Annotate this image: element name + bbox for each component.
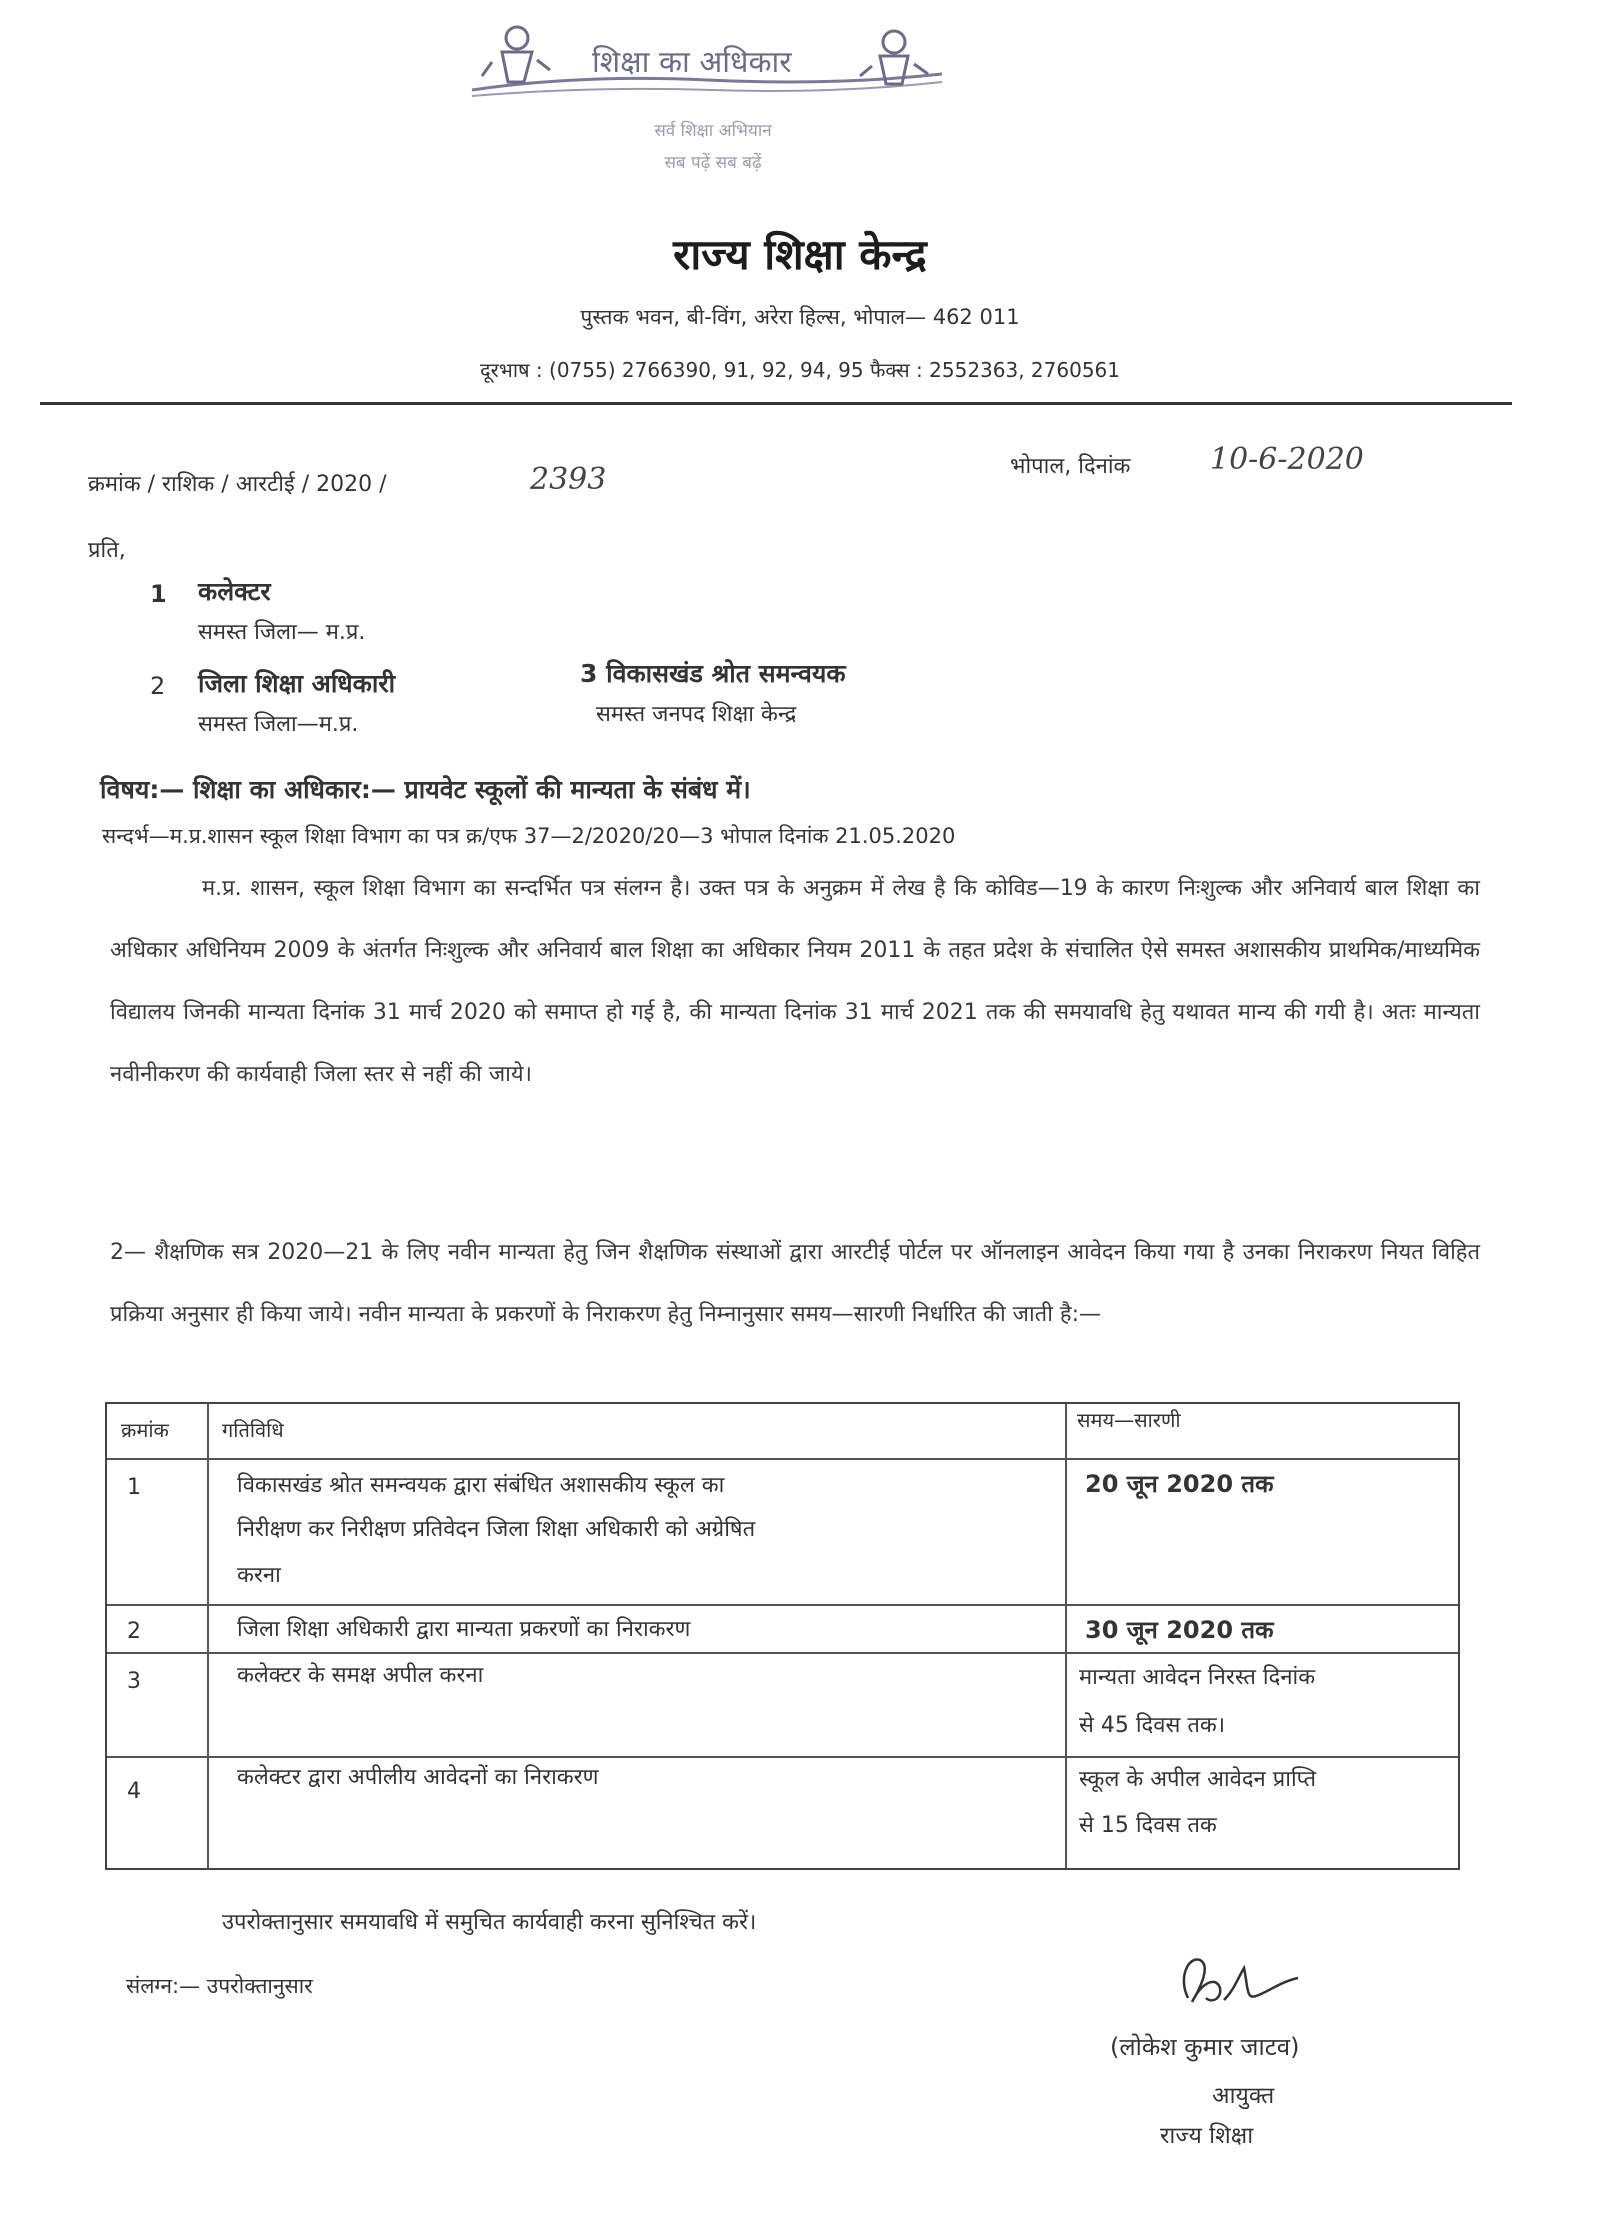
table-col-divider xyxy=(1065,1404,1067,1868)
to-label: प्रति, xyxy=(88,538,126,563)
table-row-divider xyxy=(107,1458,1458,1460)
table-row-4-schedule-line2: से 15 दिवस तक xyxy=(1079,1813,1217,1838)
table-row-1-num: 1 xyxy=(127,1475,141,1500)
place-date-label: भोपाल, दिनांक xyxy=(1010,454,1131,479)
table-row-2-num: 2 xyxy=(127,1619,141,1644)
letter-number-handwritten: 2393 xyxy=(530,462,607,497)
signatory-designation: आयुक्त xyxy=(1212,2083,1275,2109)
signatory-name: (लोकेश कुमार जाटव) xyxy=(1110,2033,1300,2061)
body-paragraph-2-text: 2— शैक्षणिक सत्र 2020—21 के लिए नवीन मान्यता हेतु जिन शैक्षणिक संस्थाओं द्वारा आरटीई पोर्टल पर ऑनलाइन आवेदन किया गया है उनका निराकरण नियत विहित प्रक्रिया अनुसार ही किया जाये। नवीन मान्यता के प्रकरणों के निराकरण हेतु निम्नानुसार समय—सारणी निर्धारित की जाती है:— xyxy=(110,1240,1480,1327)
table-header-schedule: समय—सारणी xyxy=(1077,1408,1181,1432)
table-row-3-schedule-line2: से 45 दिवस तक। xyxy=(1079,1713,1226,1738)
table-row-2-schedule: 30 जून 2020 तक xyxy=(1085,1616,1274,1644)
table-row-3-activity: कलेक्टर के समक्ष अपील करना xyxy=(237,1663,484,1688)
recipient-3-title: 3 विकासखंड श्रोत समन्वयक xyxy=(580,659,846,688)
table-row-4-activity: कलेक्टर द्वारा अपीलीय आवेदनों का निराकरण xyxy=(237,1765,599,1790)
body-paragraph-2 xyxy=(110,1222,1480,1346)
table-header-activity: गतिविधि xyxy=(222,1418,284,1442)
signature-scribble-icon xyxy=(1168,1948,1308,2018)
table-header-serial: क्रमांक xyxy=(121,1418,169,1442)
org-phone: दूरभाष : (0755) 2766390, 91, 92, 94, 95 फैक्स : 2552363, 2760561 xyxy=(479,358,1121,382)
table-row-2-activity: जिला शिक्षा अधिकारी द्वारा मान्यता प्रकरणों का निराकरण xyxy=(237,1617,691,1642)
table-row-1-schedule: 20 जून 2020 तक xyxy=(1085,1470,1274,1498)
recipient-1-sub: समस्त जिला— म.प्र. xyxy=(198,620,366,645)
letter-number-label: क्रमांक / राशिक / आरटीई / 2020 / xyxy=(88,472,387,497)
recipient-1-num: 1 xyxy=(150,580,167,608)
logo-subtitle-2: सब पढ़ें सब बढ़ें xyxy=(664,153,762,173)
recipient-2-title: जिला शिक्षा अधिकारी xyxy=(198,669,396,698)
rte-logo xyxy=(462,20,952,106)
recipient-2-sub: समस्त जिला—म.प्र. xyxy=(198,712,359,737)
signatory-organisation: राज्य शिक्षा xyxy=(1160,2123,1254,2149)
table-row-3-schedule-line1: मान्यता आवेदन निरस्त दिनांक xyxy=(1079,1665,1316,1690)
table-row-4-num: 4 xyxy=(127,1779,141,1804)
table-row-3-num: 3 xyxy=(127,1669,141,1694)
logo-text: शिक्षा का अधिकार xyxy=(592,45,792,80)
recipient-3-sub: समस्त जनपद शिक्षा केन्द्र xyxy=(596,702,797,727)
body-paragraph-1-text: म.प्र. शासन, स्कूल शिक्षा विभाग का सन्दर्भित पत्र संलग्न है। उक्त पत्र के अनुक्रम में लेख है कि कोविड—19 के कारण निःशुल्क और अनिवार्य बाल शिक्षा का अधिकार अधिनियम 2009 के अंतर्गत निःशुल्क और अनिवार्य बाल शिक्षा का अधिकार नियम 2011 के तहत प्रदेश के संचालित ऐसे समस्त अशासकीय प्राथमिक/माध्यमिक विद्यालय जिनकी मान्यता दिनांक 31 मार्च 2020 को समाप्त हो गई है, की मान्यता दिनांक 31 मार्च 2021 तक की समयावधि हेतु यथावत मान्य की गयी है। अतः मान्यता नवीनीकरण की कार्यवाही जिला स्तर से नहीं की जाये। xyxy=(110,876,1480,1087)
date-handwritten: 10-6-2020 xyxy=(1210,442,1364,477)
table-row-1-activity-line1: विकासखंड श्रोत समन्वयक द्वारा संबंधित अशासकीय स्कूल का xyxy=(237,1473,725,1498)
closing-line: उपरोक्तानुसार समयावधि में समुचित कार्यवाही करना सुनिश्चित करें। xyxy=(222,1910,757,1935)
body-paragraph-1 xyxy=(110,858,1480,1106)
reference-line: सन्दर्भ—म.प्र.शासन स्कूल शिक्षा विभाग का पत्र क्र/एफ 37—2/2020/20—3 भोपाल दिनांक 21.05.2020 xyxy=(102,824,956,848)
header-divider xyxy=(40,402,1512,405)
table-row-divider xyxy=(107,1604,1458,1606)
logo-subtitle-1: सर्व शिक्षा अभियान xyxy=(654,121,772,141)
org-address: पुस्तक भवन, बी-विंग, अरेरा हिल्स, भोपाल— 462 011 xyxy=(580,305,1020,329)
enclosure-line: संलग्न:— उपरोक्तानुसार xyxy=(126,1974,313,1998)
table-row-4-schedule-line1: स्कूल के अपील आवेदन प्राप्ति xyxy=(1079,1767,1316,1792)
schedule-table xyxy=(105,1402,1460,1870)
table-row-1-activity-line3: करना xyxy=(237,1563,281,1588)
recipient-2-num: 2 xyxy=(150,672,166,700)
subject-line: विषय:— शिक्षा का अधिकार:— प्रायवेट स्कूलों की मान्यता के संबंध में। xyxy=(100,775,751,804)
table-row-1-activity-line2: निरीक्षण कर निरीक्षण प्रतिवेदन जिला शिक्षा अधिकारी को अग्रेषित xyxy=(237,1517,756,1542)
org-name: राज्य शिक्षा केन्द्र xyxy=(673,230,927,279)
recipient-1-title: कलेक्टर xyxy=(198,577,271,606)
table-col-divider xyxy=(207,1404,209,1868)
